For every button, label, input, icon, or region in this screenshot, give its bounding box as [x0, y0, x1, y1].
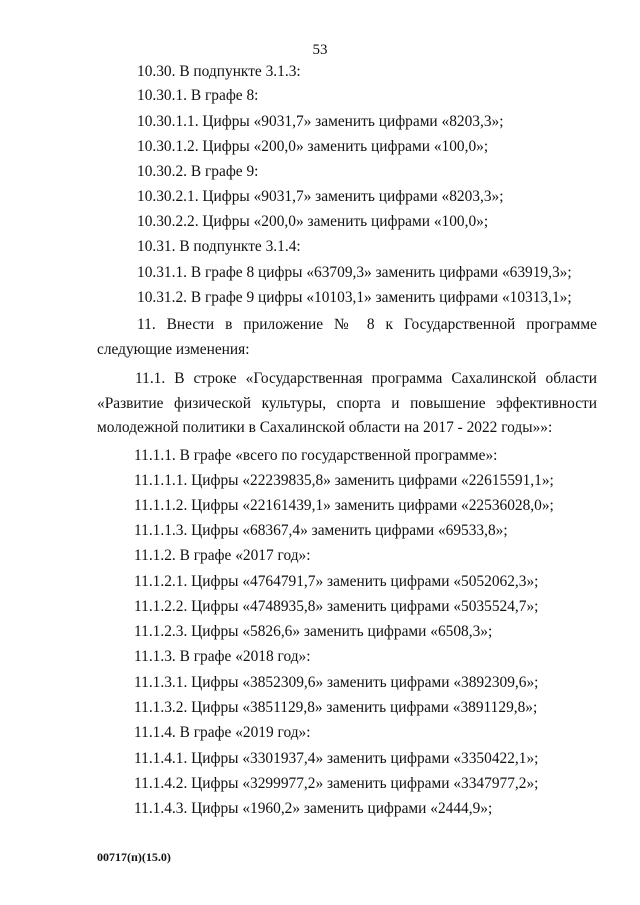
paragraph-line: следующие изменения:: [97, 340, 250, 358]
list-item: 11.1.1.1. Цифры «22239835,8» заменить цифрами «22615591,1»;: [134, 472, 554, 489]
paragraph-line: 11.1. В строке «Государственная программа Сахалинской области: [135, 370, 597, 387]
list-item: 10.30.2. В графе 9:: [137, 163, 259, 180]
list-item: 10.30.1.1. Цифры «9031,7» заменить цифрами «8203,3»;: [137, 113, 504, 130]
list-item: 10.30.2.2. Цифры «200,0» заменить цифрами «100,0»;: [137, 213, 489, 230]
list-item: 11.1.4. В графе «2019 год»:: [134, 724, 311, 741]
list-item: 11.1.1.2. Цифры «22161439,1» заменить цифрами «22536028,0»;: [134, 497, 554, 514]
list-item: 11.1.4.3. Цифры «1960,2» заменить цифрами «2444,9»;: [134, 800, 493, 817]
list-item: 11.1.3.2. Цифры «3851129,8» заменить цифрами «3891129,8»;: [134, 699, 538, 716]
paragraph-line: 11. Внести в приложение № 8 к Государственной программе: [137, 316, 597, 333]
paragraph-line: «Развитие физической культуры, спорта и повышение эффективности: [97, 394, 597, 412]
list-item: 10.30.1.2. Цифры «200,0» заменить цифрами «100,0»;: [137, 138, 489, 155]
list-item: 11.1.2. В графе «2017 год»:: [134, 547, 311, 564]
document-code: 00717(п)(15.0): [97, 850, 171, 864]
list-item: 11.1.1.3. Цифры «68367,4» заменить цифрами «69533,8»;: [134, 522, 508, 539]
list-item: 10.31.2. В графе 9 цифры «10103,1» заменить цифрами «10313,1»;: [137, 289, 572, 306]
list-item: 11.1.1. В графе «всего по государственной программе»:: [134, 447, 498, 464]
list-item: 10.31.1. В графе 8 цифры «63709,3» заменить цифрами «63919,3»;: [137, 264, 572, 281]
paragraph-line: молодежной политики в Сахалинской области на 2017 - 2022 годы»»:: [97, 419, 553, 437]
list-item: 11.1.3. В графе «2018 год»:: [134, 648, 311, 665]
list-item: 11.1.3.1. Цифры «3852309,6» заменить цифрами «3892309,6»;: [134, 674, 539, 691]
paragraph-11-1: [97, 367, 597, 441]
list-item: 10.30.2.1. Цифры «9031,7» заменить цифрами «8203,3»;: [137, 188, 504, 205]
list-item: 10.31. В подпункте 3.1.4:: [137, 238, 301, 255]
paragraph-11: [97, 313, 597, 362]
list-item: 11.1.4.1. Цифры «3301937,4» заменить цифрами «3350422,1»;: [134, 750, 539, 767]
page-number: 53: [312, 42, 328, 58]
list-item: 11.1.4.2. Цифры «3299977,2» заменить цифрами «3347977,2»;: [134, 775, 539, 792]
list-item: 11.1.2.3. Цифры «5826,6» заменить цифрами «6508,3»;: [134, 623, 493, 640]
list-item: 10.30. В подпункте 3.1.3:: [137, 63, 301, 80]
list-item: 11.1.2.1. Цифры «4764791,7» заменить цифрами «5052062,3»;: [134, 573, 539, 590]
list-item: 10.30.1. В графе 8:: [137, 87, 259, 104]
list-item: 11.1.2.2. Цифры «4748935,8» заменить цифрами «5035524,7»;: [134, 598, 539, 615]
